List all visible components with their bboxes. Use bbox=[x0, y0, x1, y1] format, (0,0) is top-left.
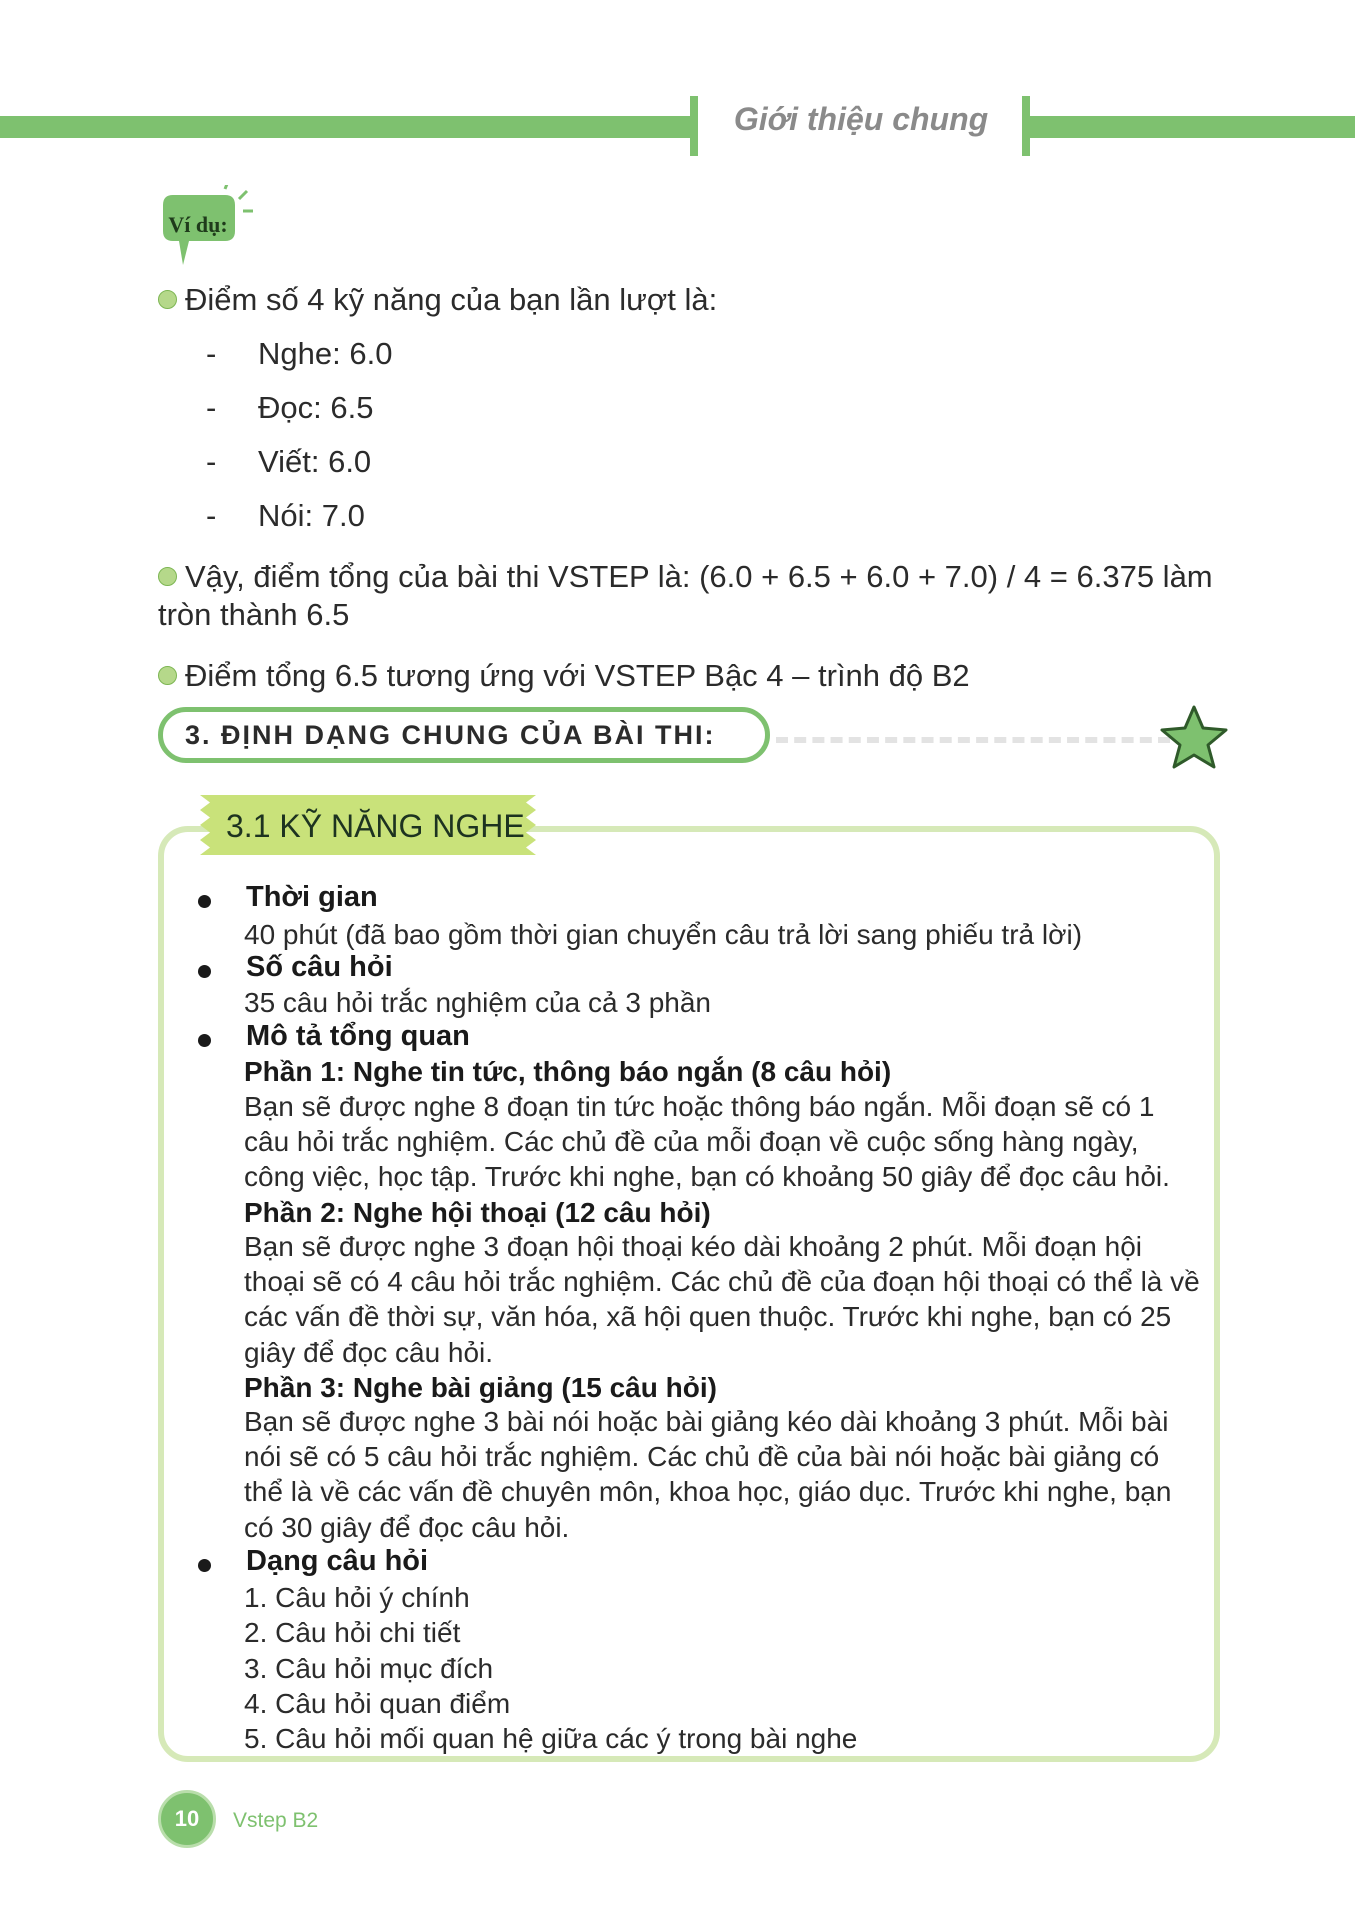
example-label: Ví dụ: bbox=[168, 212, 228, 237]
overview-heading: Mô tả tổng quan bbox=[246, 1020, 470, 1052]
count-text: 35 câu hỏi trắc nghiệm của cả 3 phần bbox=[244, 987, 711, 1018]
header-bar-left bbox=[0, 116, 692, 138]
score-item: - Nghe: 6.0 bbox=[206, 336, 393, 371]
green-bullet-icon bbox=[158, 290, 177, 309]
count-heading: Số câu hỏi bbox=[246, 951, 393, 983]
star-icon bbox=[1158, 703, 1230, 771]
score-intro: Điểm số 4 kỹ năng của bạn lần lượt là: bbox=[158, 281, 1218, 319]
types-heading: Dạng câu hỏi bbox=[246, 1545, 429, 1577]
time-text: 40 phút (đã bao gồm thời gian chuyển câu trả lời sang phiếu trả lời) bbox=[244, 919, 1083, 950]
chapter-title: Giới thiệu chung bbox=[733, 101, 989, 137]
green-bullet-icon bbox=[158, 567, 177, 586]
question-type: 3. Câu hỏi mục đích bbox=[244, 1653, 494, 1684]
score-item: - Đọc: 6.5 bbox=[206, 390, 374, 425]
header-bar-right bbox=[1026, 116, 1355, 138]
section-heading-box bbox=[158, 707, 770, 763]
part3-heading: Phần 3: Nghe bài giảng (15 câu hỏi) bbox=[244, 1372, 717, 1403]
page-number: 10 bbox=[174, 1806, 200, 1831]
score-item: - Viết: 6.0 bbox=[206, 444, 372, 479]
book-title: Vstep B2 bbox=[233, 1809, 319, 1832]
header-divider-left bbox=[690, 96, 698, 156]
part2-text: Bạn sẽ được nghe 3 đoạn hội thoại kéo dài khoảng 2 phút. Mỗi đoạn hội thoại sẽ có 4 câu hỏi trắc nghiệm. Các chủ đề của đoạn hội thoại có thể là về các vấn đề thời sự, văn hóa, xã hội quen thuộc. Trước khi nghe, bạn có 25 giây để đọc câu hỏi. bbox=[244, 1231, 1200, 1368]
green-bullet-icon bbox=[158, 666, 177, 685]
score-item: - Nói: 7.0 bbox=[206, 498, 365, 533]
list-bullet bbox=[198, 1019, 218, 1059]
total-score-line: Vậy, điểm tổng của bài thi VSTEP là: (6.0 + 6.5 + 6.0 + 7.0) / 4 = 6.375 làm tròn thành 6.5 bbox=[158, 559, 1213, 632]
level-line: Điểm tổng 6.5 tương ứng với VSTEP Bậc 4 – trình độ B2 bbox=[158, 657, 1218, 695]
dashed-divider bbox=[776, 737, 1170, 743]
section-title: 3. ĐỊNH DẠNG CHUNG CỦA BÀI THI: bbox=[185, 720, 716, 750]
part3-text: Bạn sẽ được nghe 3 bài nói hoặc bài giảng kéo dài khoảng 3 phút. Mỗi bài nói sẽ có 5 câu hỏi trắc nghiệm. Các chủ đề của bài nói hoặc bài giảng có thể là về các vấn đề chuyên môn, khoa học, giáo dục. Trước khi nghe, bạn có 30 giây để đọc câu hỏi. bbox=[244, 1406, 1172, 1543]
question-type: 5. Câu hỏi mối quan hệ giữa các ý trong bài nghe bbox=[244, 1723, 858, 1754]
question-type: 2. Câu hỏi chi tiết bbox=[244, 1617, 461, 1648]
listening-title: 3.1 KỸ NĂNG NGHE bbox=[226, 808, 525, 844]
part1-text: Bạn sẽ được nghe 8 đoạn tin tức hoặc thông báo ngắn. Mỗi đoạn sẽ có 1 câu hỏi trắc nghiệm. Các chủ đề của mỗi đoạn về cuộc sống hàng ngày, công việc, học tập. Trước khi nghe, bạn có khoảng 50 giây để đọc câu hỏi. bbox=[244, 1091, 1170, 1193]
list-bullet bbox=[198, 950, 218, 990]
question-type: 1. Câu hỏi ý chính bbox=[244, 1582, 470, 1613]
list-bullet bbox=[198, 1544, 218, 1584]
part2-heading: Phần 2: Nghe hội thoại (12 câu hỏi) bbox=[244, 1197, 711, 1228]
page-number-badge bbox=[158, 1790, 216, 1848]
list-bullet bbox=[198, 880, 218, 920]
time-heading: Thời gian bbox=[246, 881, 378, 913]
question-type: 4. Câu hỏi quan điểm bbox=[244, 1688, 511, 1719]
part1-heading: Phần 1: Nghe tin tức, thông báo ngắn (8 câu hỏi) bbox=[244, 1056, 892, 1087]
